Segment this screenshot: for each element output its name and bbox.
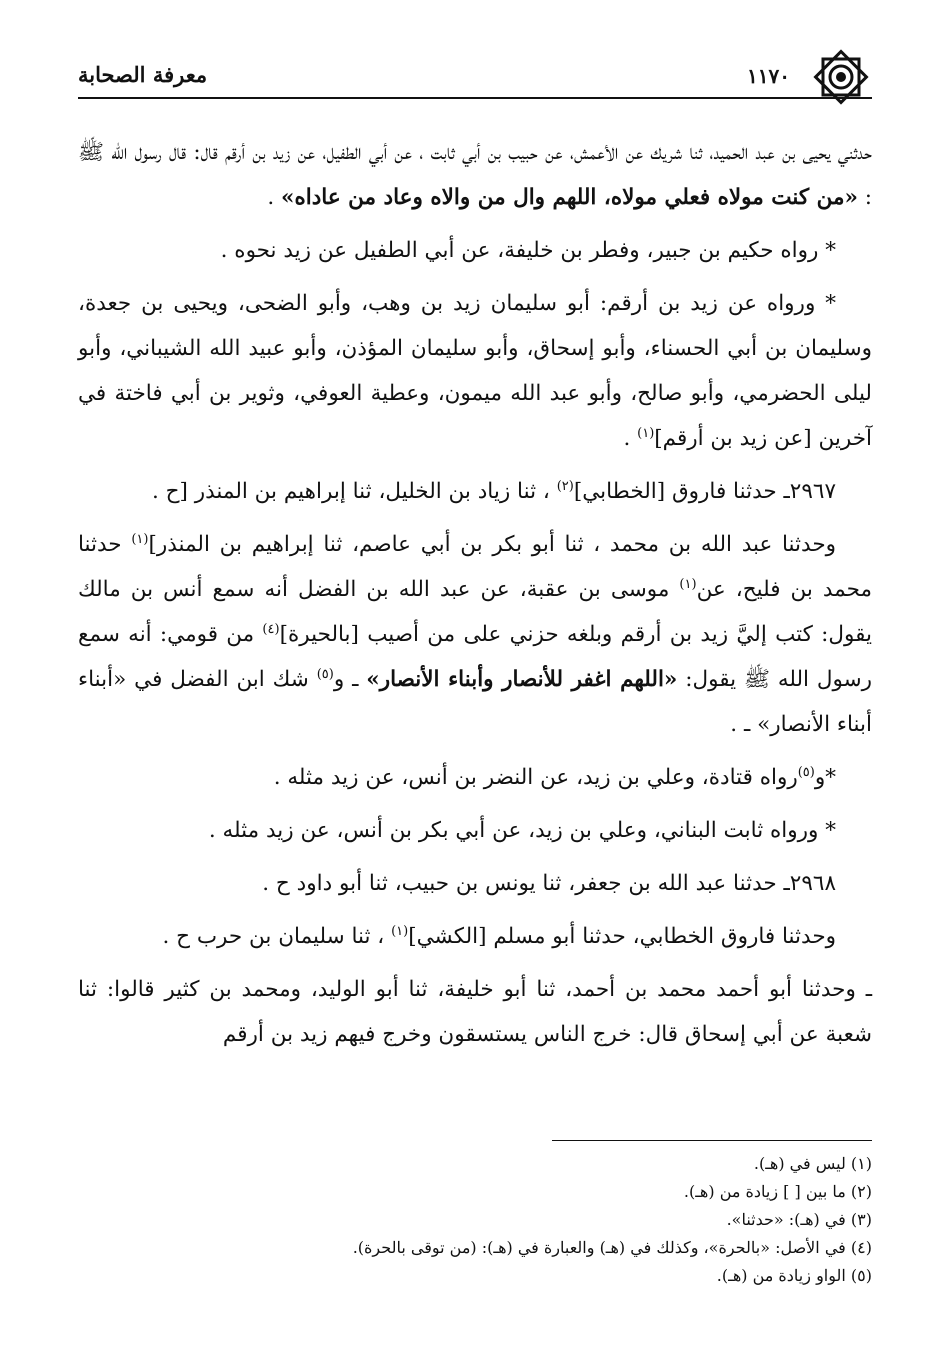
footnote: (٢) ما بين [ ] زيادة من (هـ).	[683, 1182, 872, 1201]
footnote-ref: (٥)	[797, 764, 815, 780]
paragraph-note-2: *و$^{(٥)}$رواه قتادة، وعلي بن زيد، عن النضر بن أنس، عن زيد مثله .	[273, 764, 836, 790]
paragraph-note-3: * ورواه ثابت البناني، وعلي بن زيد، عن أبي بكر بن أنس، عن زيد مثله .	[208, 818, 836, 843]
paragraph-note-1: * رواه حكيم بن جبير، وفطر بن خليفة، عن أبي الطفيل عن زيد نحوه .	[220, 238, 836, 263]
footnotes	[78, 1150, 872, 1290]
paragraph-hadith-2968: ٢٩٦٨ـ حدثنا عبد الله بن جعفر، ثنا يونس بن حبيب، ثنا أبو داود ح .	[262, 871, 836, 896]
page-number: ١١٧٠	[747, 64, 790, 88]
footnote-ref: (٢)	[556, 478, 574, 494]
footnote-ref: (١)	[679, 576, 697, 592]
page-header	[78, 52, 872, 100]
footnote-ref: (١)	[391, 923, 409, 939]
paragraph-chain-2967: وحدثنا عبد الله بن محمد ، ثنا أبو بكر بن أبي عاصم، ثنا إبراهيم بن المنذر]$^{(١)}$ حدثنا محمد بن فليح، عن$^{(١)}$ موسى بن عقبة، عن عبد الله بن الفضل أنه سمع أنس بن مالك يقول: كتب إليَّ زيد بن أرقم وبلغه حزني على من أصيب [بالحيرة]$^{(٤)}$ من قومي: أنه سمع رسول الله ﷺ يقول: «اللهم اغفر للأنصار وأبناء الأنصار» ـ و$^{(٥)}$ شك ابن الفضل في «أبناء أبناء الأنصار» ـ .	[78, 531, 873, 737]
footnote: (١) ليس في (هـ).	[753, 1154, 872, 1173]
footnote-ref: (١)	[637, 425, 655, 441]
hadith-quote: «اللهم اغفر للأنصار وأبناء الأنصار»	[366, 667, 678, 692]
footnote-ref: (١)	[131, 531, 149, 547]
footnote: (٤) في الأصل: «بالحرة»، وكذلك في (هـ) والعبارة في (هـ): (من توقى بالحرة).	[352, 1238, 872, 1257]
header-divider	[78, 97, 872, 99]
paragraph-chain-2968-b: ـ وحدثنا أبو أحمد محمد بن أحمد، ثنا أبو خليفة، ثنا أبو الوليد، ومحمد بن كثير قالوا: ثنا شعبة عن أبي إسحاق قال: خرج الناس يستسقون وخرج فيهم زيد بن أرقم	[78, 977, 872, 1047]
footnote-divider	[552, 1140, 872, 1141]
paragraph-chain-2968: وحدثنا فاروق الخطابي، حدثنا أبو مسلم [الكشي]$^{(١)}$ ، ثنا سليمان بن حرب ح .	[162, 923, 836, 949]
hadith-quote: «من كنت مولاه فعلي مولاه، اللهم وال من والاه وعاد من عاداه»	[281, 185, 858, 210]
main-text	[78, 130, 872, 1065]
footnote-ref: (٥)	[316, 666, 334, 682]
footnote-ref: (٤)	[262, 621, 280, 637]
footnote: (٥) الواو زيادة من (هـ).	[716, 1266, 872, 1285]
paragraph-hadith-2967: ٢٩٦٧ـ حدثنا فاروق [الخطابي]$^{(٢)}$ ، ثنا زياد بن الخليل، ثنا إبراهيم بن المنذر [ح .	[151, 478, 836, 504]
page-title: معرفة الصحابة	[78, 62, 208, 87]
paragraph-hadith-1: حدثني يحيى بن عبد الحميد، ثنا شريك عن الأعمش، عن حبيب بن أبي ثابت ، عن أبي الطفيل، عن زيد بن أرقم قال: قال رسول الله ﷺ : «من كنت مولاه فعلي مولاه، اللهم وال من والاه وعاد من عاداه» .	[78, 140, 872, 210]
footnote: (٣) في (هـ): «حدثنا».	[726, 1210, 872, 1229]
paragraph-narrators: * ورواه عن زيد بن أرقم: أبو سليمان زيد بن وهب، وأبو الضحى، ويحيى بن جعدة، وسليمان بن أبي الحسناء، وأبو إسحاق، وأبو سليمان المؤذن، وأبو عبيد الله الشيباني، وأبو ليلى الحضرمي، وأبو صالح، وأبو عبد الله ميمون، وعطية العوفي، وثوير بن أبي فاختة في آخرين [عن زيد بن أرقم]$^{(١)}$ .	[78, 291, 872, 451]
